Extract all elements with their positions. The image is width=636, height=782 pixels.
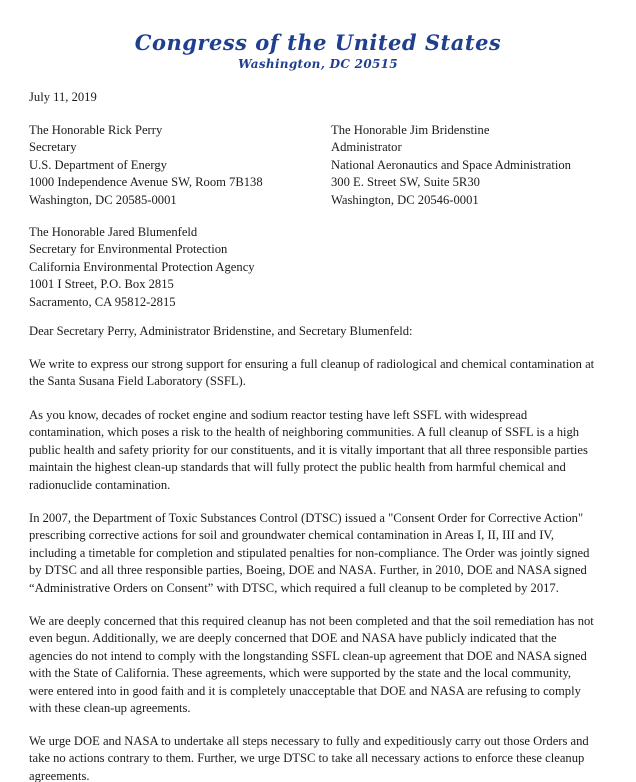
- recipient-block-bridenstine: [331, 122, 571, 209]
- paragraph-line: In 2007, the Department of Toxic Substances Control (DTSC) issued a "Consent Order for Corrective Action": [29, 511, 584, 525]
- letterhead-title: Congress of the United States: [134, 30, 502, 55]
- letter-date: July 11, 2019: [29, 90, 97, 104]
- body-paragraph-4: [29, 613, 609, 717]
- paragraph-line: maintain the highest clean-up standards that will fully protect the public health from harmful chemical and: [29, 460, 566, 475]
- paragraph-line: We are deeply concerned that this required cleanup has not been completed and that the soil remediation has not: [29, 614, 594, 628]
- recipient-line: U.S. Department of Energy: [29, 157, 167, 172]
- body-paragraph-3: [29, 510, 609, 597]
- body-paragraph-1: [29, 356, 609, 391]
- letterhead-address: Washington, DC 20515: [238, 57, 398, 71]
- recipient-block-perry: [29, 122, 263, 209]
- recipient-line: California Environmental Protection Agency: [29, 259, 255, 274]
- body-paragraph-2: [29, 407, 609, 494]
- body-paragraph-5: [29, 733, 609, 782]
- paragraph-line: public health and safety priority for our constituents, and it is vitally important that all three responsible parties: [29, 442, 588, 457]
- recipient-line: The Honorable Jim Bridenstine: [331, 123, 490, 137]
- paragraph-line: prescribing corrective actions for soil and groundwater chemical contamination in Areas I, II, III and IV,: [29, 528, 555, 543]
- recipient-line: The Honorable Jared Blumenfeld: [29, 225, 198, 239]
- recipient-line: National Aeronautics and Space Administration: [331, 157, 571, 172]
- recipient-line: 1000 Independence Avenue SW, Room 7B138: [29, 175, 263, 190]
- paragraph-line: agreements.: [29, 768, 90, 782]
- recipient-line: 1001 I Street, P.O. Box 2815: [29, 277, 174, 292]
- paragraph-line: take no actions contrary to them. Further, we urge DTSC to take all necessary actions to enforce these cleanup: [29, 751, 585, 766]
- paragraph-line: with these clean-up agreements.: [29, 700, 191, 715]
- paragraph-line: We write to express our strong support for ensuring a full cleanup of radiological and chemical contamination at: [29, 357, 595, 371]
- paragraph-line: agencies do not intend to comply with the longstanding SSFL clean-up agreement that DOE and NASA signed: [29, 648, 587, 663]
- recipient-line: 300 E. Street SW, Suite 5R30: [331, 175, 480, 190]
- paragraph-line: We urge DOE and NASA to undertake all steps necessary to fully and expeditiously carry out those Orders and: [29, 734, 589, 748]
- paragraph-line: including a timetable for completion and stipulated penalties for non-compliance. The Order was jointly signed: [29, 545, 590, 560]
- recipient-line: Secretary: [29, 140, 77, 155]
- recipient-line: Administrator: [331, 140, 402, 155]
- paragraph-line: the Santa Susana Field Laboratory (SSFL).: [29, 374, 246, 389]
- paragraph-line: “Administrative Orders on Consent” with DTSC, which required a full cleanup to be completed by 2017.: [29, 580, 559, 595]
- recipient-line: Secretary for Environmental Protection: [29, 242, 228, 257]
- recipient-line: Washington, DC 20546-0001: [331, 192, 479, 207]
- paragraph-line: with the State of California. These agreements, which were supported by the state and the local community,: [29, 666, 572, 681]
- paragraph-line: As you know, decades of rocket engine and sodium reactor testing have left SSFL with widespread: [29, 408, 528, 422]
- paragraph-line: even begun. Additionally, we are deeply concerned that DOE and NASA have publicly indicated that the: [29, 631, 557, 646]
- recipient-line: Sacramento, CA 95812-2815: [29, 294, 176, 309]
- paragraph-line: were entered into in good faith and it is completely unacceptable that DOE and NASA are refusing to comply: [29, 683, 581, 698]
- paragraph-line: radionuclide contamination.: [29, 477, 171, 492]
- paragraph-line: contamination, which poses a risk to the health of neighboring communities. A full cleanup of SSFL is a high: [29, 425, 580, 440]
- recipient-line: The Honorable Rick Perry: [29, 123, 163, 137]
- paragraph-line: by DTSC and all three responsible parties, Boeing, DOE and NASA. Further, in 2010, DOE and NASA signed: [29, 563, 587, 578]
- salutation: Dear Secretary Perry, Administrator Bridenstine, and Secretary Blumenfeld:: [29, 324, 413, 338]
- recipient-line: Washington, DC 20585-0001: [29, 192, 177, 207]
- recipient-block-blumenfeld: [29, 224, 255, 311]
